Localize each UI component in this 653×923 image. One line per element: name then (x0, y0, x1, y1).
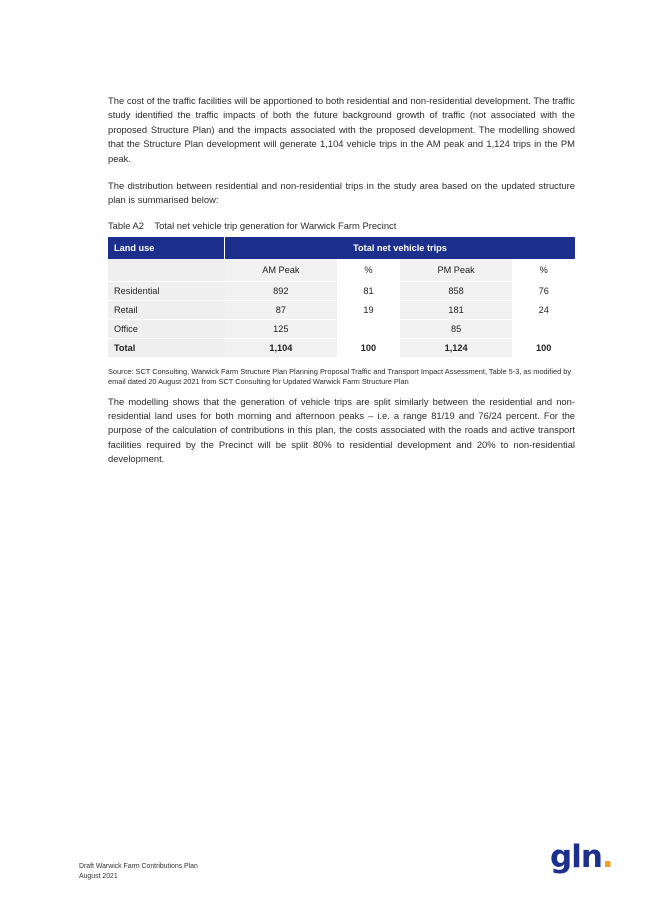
table-header-row (108, 237, 575, 259)
table-row (108, 300, 575, 319)
cell-am: 125 (225, 319, 338, 338)
cell-total-label: Total (108, 338, 225, 357)
cell-pm-pct: 24 (512, 300, 575, 319)
cell-land-use: Office (108, 319, 225, 338)
table-total-row (108, 338, 575, 357)
paragraph-distribution: The distribution between residential and non-residential trips in the study area based on the updated structure plan is summarised below: (108, 180, 575, 206)
paragraph-cost-split: The modelling shows that the generation of vehicle trips are split similarly between the residential and non-residential land uses for both morning and afternoon peaks – i.e. a range 81/19 and 76/24 percent. For the purpose of the calculation of contributions in this plan, the costs associated with the roads and active transport facilities required by the Precinct will be split 80% to residential development and 20% to non-residential development. (108, 395, 575, 465)
logo-text: gln (550, 839, 602, 875)
page-content (108, 94, 575, 467)
header-land-use: Land use (108, 237, 225, 259)
footer-document-title: Draft Warwick Farm Contributions Plan (79, 863, 198, 870)
header-total-trips: Total net vehicle trips (225, 237, 576, 259)
table-row (108, 319, 575, 338)
page-footer (79, 862, 198, 882)
subheader-pm-peak: PM Peak (400, 259, 513, 282)
table-caption-title: Total net vehicle trip generation for Warwick Farm Precinct (154, 219, 397, 231)
cell-am: 892 (225, 281, 338, 300)
cell-am-pct: 19 (337, 300, 400, 319)
footer-date: August 2021 (79, 873, 118, 880)
cell-total-am-pct: 100 (337, 338, 400, 357)
logo-dot: . (601, 839, 613, 875)
subheader-empty (108, 259, 225, 282)
subheader-am-pct: % (337, 259, 400, 282)
cell-total-pm: 1,124 (400, 338, 513, 357)
table-subheader-row (108, 259, 575, 282)
table-row (108, 281, 575, 300)
paragraph-cost-apportionment: The cost of the traffic facilities will be apportioned to both residential and non-residential development. The traffic study identified the traffic impacts of both the future background growth of traffic (not associated with the proposed Structure Plan) and the impacts associated with the proposed development. The modelling showed that the Structure Plan development will generate 1,104 vehicle trips in the AM peak and 1,124 trips in the PM peak. (108, 95, 575, 164)
cell-pm-pct: 76 (512, 281, 575, 300)
cell-total-am: 1,104 (225, 338, 338, 357)
cell-pm: 85 (400, 319, 513, 338)
cell-am: 87 (225, 300, 338, 319)
gln-logo (550, 839, 613, 875)
cell-am-pct (337, 319, 400, 338)
cell-pm-pct (512, 319, 575, 338)
subheader-am-peak: AM Peak (225, 259, 338, 282)
cell-land-use: Retail (108, 300, 225, 319)
cell-total-pm-pct: 100 (512, 338, 575, 357)
cell-land-use: Residential (108, 281, 225, 300)
subheader-pm-pct: % (512, 259, 575, 282)
cell-am-pct: 81 (337, 281, 400, 300)
table-caption-number: Table A2 (108, 219, 144, 231)
table-source-note: Source: SCT Consulting, Warwick Farm Structure Plan Planning Proposal Traffic and Transport Impact Assessment, Table 5-3, as modified by email dated 20 August 2021 from SCT Consulting for Updated Warwick Farm Structure Plan (108, 366, 572, 387)
trip-generation-table (108, 237, 575, 358)
cell-pm: 181 (400, 300, 513, 319)
cell-pm: 858 (400, 281, 513, 300)
table-caption (108, 220, 575, 232)
